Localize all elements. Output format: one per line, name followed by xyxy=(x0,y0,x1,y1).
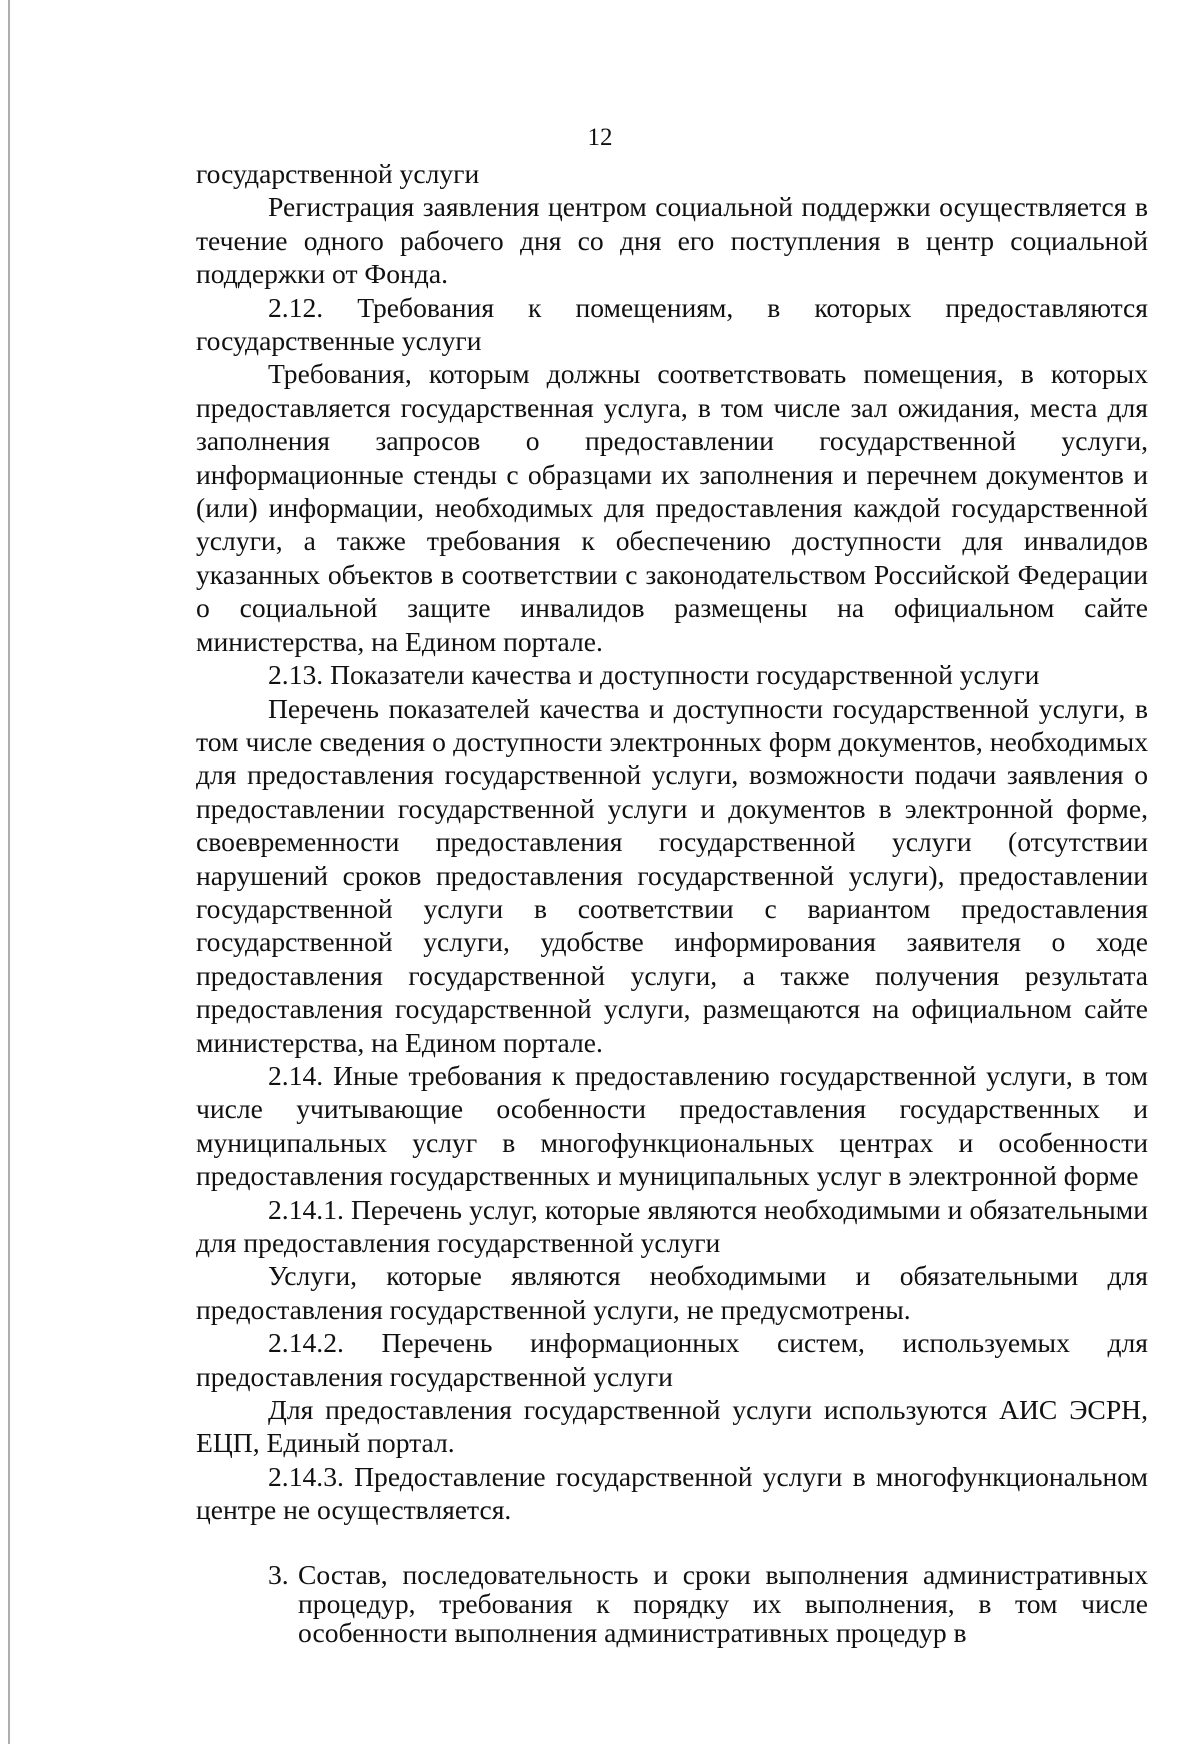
section-number: 3. xyxy=(268,1558,289,1590)
paragraph: Перечень показателей качества и доступности государственной услуги, в том числе сведения о доступности электронных форм документов, необходимых для предоставления государственной услуги, возможности подачи заявления о предоставлении государственной услуги и документов в электронной форме, своевременности предоставления государственной услуги (отсутствии нарушений сроков предоставления государственной услуги), предоставлении государственной услуги в соответствии с вариантом предоставления государственной услуги, удобстве информирования заявителя о ходе предоставления государственной услуги, а также получения результата предоставления государственной услуги, размещаются на официальном сайте министерства, на Едином портале. xyxy=(196,692,1148,1058)
section-title: Состав, последовательность и сроки выполнения административных процедур, требования к порядку их выполнения, в том числе особенности выполнения административных процедур в xyxy=(298,1558,1148,1648)
page-number: 12 xyxy=(587,124,613,151)
document-body xyxy=(196,157,1148,1647)
paragraph: Требования, которым должны соответствовать помещения, в которых предоставляется государственная услуга, в том числе зал ожидания, места для заполнения запросов о предоставлении государственной услуги, информационные стенды с образцами их заполнения и перечнем документов и (или) информации, необходимых для предоставления каждой государственной услуги, а также требования к обеспечению доступности для инвалидов указанных объектов в соответствии с законодательством Российской Федерации о социальной защите инвалидов размещены на официальном сайте министерства, на Едином портале. xyxy=(196,358,1148,657)
paragraph: Регистрация заявления центром социальной поддержки осуществляется в течение одного рабочего дня со дня его поступления в центр социальной поддержки от Фонда. xyxy=(196,191,1148,290)
paragraph: Для предоставления государственной услуги используются АИС ЭСРН, ЕЦП, Единый портал. xyxy=(196,1394,1148,1459)
subsection-heading: 2.13. Показатели качества и доступности государственной услуги xyxy=(268,659,1040,691)
subsection-heading: 2.14. Иные требования к предоставлению государственной услуги, в том числе учитывающие особенности предоставления государственных и муниципальных услуг в многофункциональных центрах и особенности предоставления государственных и муниципальных услуг в электронной форме xyxy=(196,1059,1148,1192)
scan-edge-line xyxy=(8,0,10,1744)
subsection-heading: 2.12. Требования к помещениям, в которых предоставляются государственные услуги xyxy=(196,291,1148,357)
section-heading xyxy=(196,1560,1148,1647)
section-spacer xyxy=(196,1527,1148,1560)
paragraph: государственной услуги xyxy=(196,158,480,189)
subsection-heading: 2.14.3. Предоставление государственной услуги в многофункциональном центре не осуществляется. xyxy=(196,1460,1148,1526)
subsection-heading: 2.14.1. Перечень услуг, которые являются необходимыми и обязательными для предоставления государственной услуги xyxy=(196,1193,1148,1258)
subsection-heading: 2.14.2. Перечень информационных систем, используемых для предоставления государственной услуги xyxy=(196,1327,1148,1392)
paragraph: Услуги, которые являются необходимыми и обязательными для предоставления государственной услуги, не предусмотрены. xyxy=(196,1260,1148,1325)
